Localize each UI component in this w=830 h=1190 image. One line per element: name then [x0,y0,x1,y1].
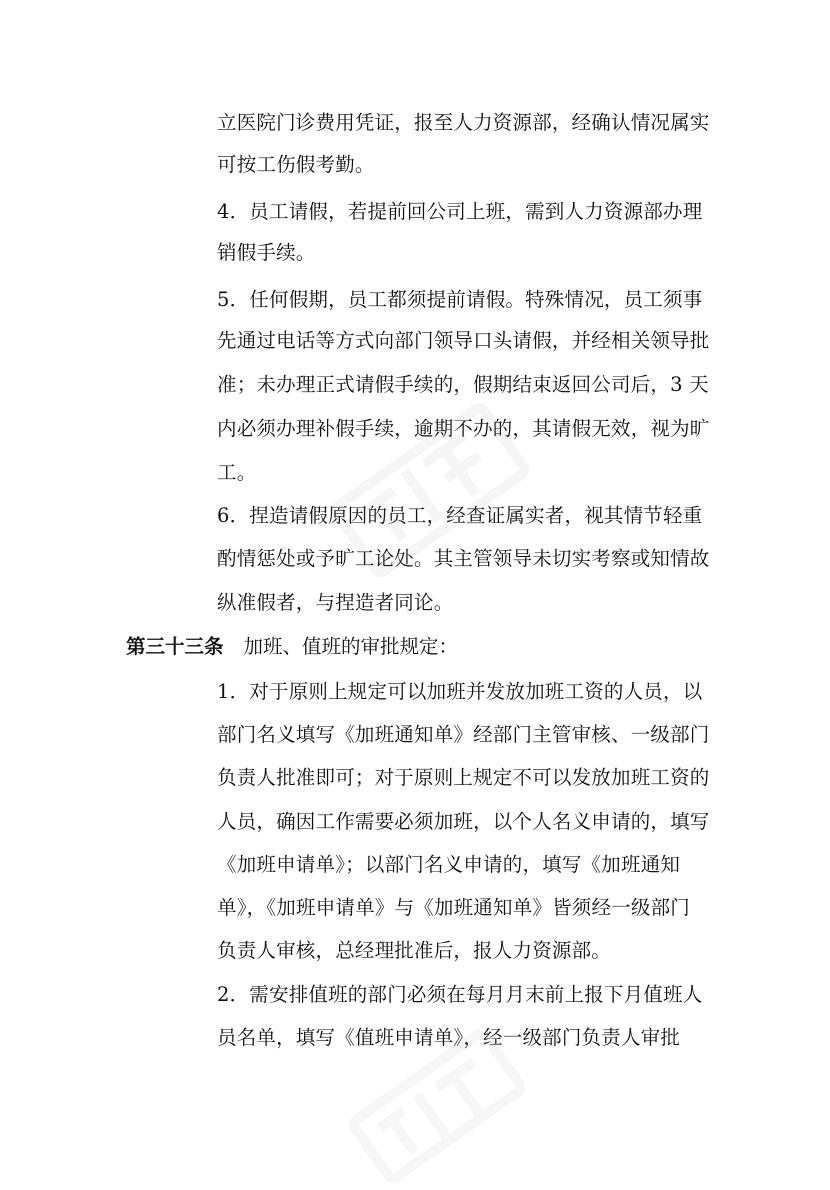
paragraph-line: 立医院门诊费用凭证，报至人力资源部，经确认情况属实 [217,111,710,134]
paragraph-line: 准；未办理正式请假手续的，假期结束返回公司后，3 天 [217,373,709,396]
paragraph-line: 2．需安排值班的部门必须在每月月末前上报下月值班人 [217,983,703,1006]
paragraph-line: 6．捏造请假原因的员工，经查证属实者，视其情节轻重 [217,504,703,527]
paragraph-line: 销假手续。 [217,241,316,264]
paragraph-line: 负责人批准即可；对于原则上规定不可以发放加班工资的 [217,766,710,789]
paragraph-line: 部门名义填写《加班通知单》经部门主管审核、一级部门 [217,723,710,746]
paragraph-line: 酌情惩处或予旷工论处。其主管领导未切实考察或知情故 [217,547,710,570]
paragraph-line: 《加班申请单》；以部门名义申请的，填写《加班通知 [217,853,681,876]
paragraph-line: 人员，确因工作需要必须加班，以个人名义申请的，填写 [217,810,710,833]
paragraph-line: 纵准假者，与捏造者同论。 [217,591,454,614]
paragraph-line: 5．任何假期，员工都须提前请假。特殊情况，员工须事 [217,288,703,311]
article-heading [126,627,458,667]
paragraph-line: 工。 [217,461,257,484]
paragraph-line: 内必须办理补假手续，逾期不办的，其请假无效，视为旷 [217,417,710,440]
paragraph-line: 员名单，填写《值班申请单》，经一级部门负责人审批 [217,1026,681,1049]
article-number: 第三十三条 [126,635,224,658]
article-text: 加班、值班的审批规定： [243,635,459,658]
paragraph-line: 单》，《加班申请单》与《加班通知单》皆须经一级部门 [217,896,691,919]
paragraph-line: 先通过电话等方式向部门领导口头请假，并经相关领导批 [217,329,710,352]
paragraph-line: 1．对于原则上规定可以加班并发放加班工资的人员，以 [217,680,703,703]
paragraph-line: 负责人审核，总经理批准后，报人力资源部。 [217,939,612,962]
paragraph-line: 4．员工请假，若提前回公司上班，需到人力资源部办理 [217,200,703,223]
paragraph-line: 可按工伤假考勤。 [217,153,375,176]
